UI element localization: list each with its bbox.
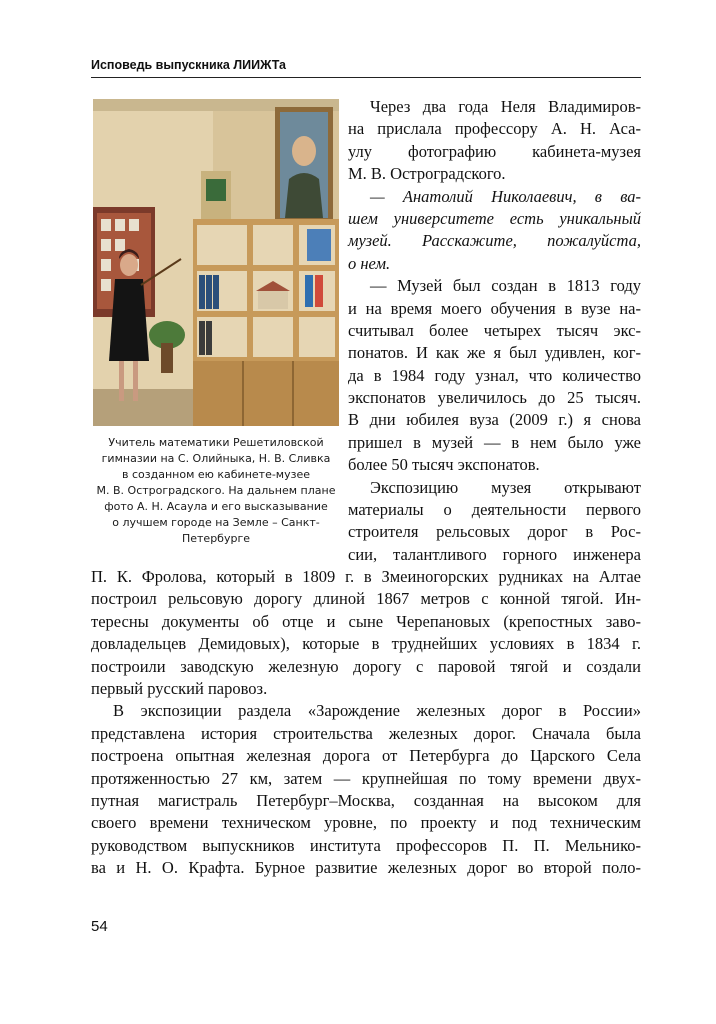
text-line: и на время моего обучения в вузе на- — [348, 298, 641, 318]
page-number: 54 — [91, 918, 108, 935]
caption-line: гимназии на С. Олийныка, Н. В. Сливка — [101, 452, 331, 465]
caption-line: в созданном ею кабинете-музее — [122, 468, 310, 481]
text-line: тересны документы об отце и сыне Черепановых (крепостных заво- — [91, 611, 641, 631]
caption-line: Учитель математики Решетиловской — [108, 436, 324, 449]
text-line: Через два года Неля Владимиров- — [370, 97, 641, 116]
photo-caption — [93, 435, 339, 547]
text-line-italic: музей. Расскажите, пожалуйста, — [348, 231, 641, 251]
text-line: Экспозицию музея открывают — [370, 477, 641, 497]
text-line: пришел в музей — в нем было уже — [348, 432, 641, 452]
text-line: — Музей был создан в 1813 году — [370, 276, 641, 296]
text-line-italic: — Анатолий Николаевич, в ва- — [370, 186, 641, 206]
text-line: построена опытная железная дорога от Петербурга до Царского Села — [91, 746, 641, 766]
right-column-text — [348, 96, 641, 566]
text-line-italic: шем университете есть уникальный — [348, 208, 641, 228]
text-line: протяженностью 27 км, затем — крупнейшая по тому времени двух- — [91, 768, 641, 788]
text-line: путная магистраль Петербург–Москва, созданная на высоком для — [91, 790, 641, 810]
caption-line: М. В. Остроградского. На дальнем плане — [96, 484, 336, 497]
text-line: на прислала профессору А. Н. Аса- — [348, 119, 641, 139]
text-line: своего времени техническом уровне, по проекту и под техническим — [91, 813, 641, 833]
text-line: понатов. И как же я был удивлен, ког- — [348, 343, 641, 363]
header-rule — [91, 77, 641, 78]
text-line: представлена история строительства железных дорог. Сначала была — [91, 723, 641, 743]
text-line: материалы о деятельности первого — [348, 500, 641, 520]
caption-line: Петербурге — [181, 532, 251, 545]
text-line-italic: о нем. — [348, 253, 391, 273]
caption-line: о лучшем городе на Земле – Санкт- — [112, 516, 320, 529]
text-line: улу фотографию кабинета-музея — [348, 141, 641, 161]
text-line: да в 1984 году узнал, что количество — [348, 365, 641, 385]
text-line: М. В. Остроградского. — [348, 164, 506, 184]
text-line: построил рельсовую дорогу длиной 1867 метров с конной тягой. Ин- — [91, 589, 641, 609]
text-line: П. К. Фролова, который в 1809 г. в Змеиногорских рудниках на Алтае — [91, 567, 641, 586]
text-line: более 50 тысяч экспонатов. — [348, 455, 540, 475]
running-title: Исповедь выпускника ЛИИЖТа — [91, 58, 286, 72]
text-line: экспонатов увеличилось до 25 тысяч. — [348, 388, 641, 408]
caption-line: фото А. Н. Асаула и его высказывание — [104, 500, 328, 513]
text-line: первый русский паровоз. — [91, 678, 268, 698]
museum-photo — [93, 99, 339, 426]
text-line: считывал более четырех тысяч экс- — [348, 320, 641, 340]
text-line: В дни юбилея вуза (2009 г.) я снова — [348, 410, 641, 430]
text-line: построили заводскую железную дорогу с паровой тягой и создали — [91, 656, 641, 676]
full-width-text — [91, 566, 641, 879]
text-line: руководством выпускников института профессоров П. П. Мельнико- — [91, 835, 641, 855]
text-line: довладельцев Демидовых), которые в труднейших условиях в 1834 г. — [91, 634, 641, 654]
text-line: сии, талантливого горного инженера — [348, 544, 641, 564]
text-line: строителя рельсовых дорог в Рос- — [348, 522, 641, 542]
text-line: В экспозиции раздела «Зарождение железных дорог в России» — [113, 701, 641, 721]
text-line: ва и Н. О. Крафта. Бурное развитие железных дорог во второй поло- — [91, 858, 641, 878]
